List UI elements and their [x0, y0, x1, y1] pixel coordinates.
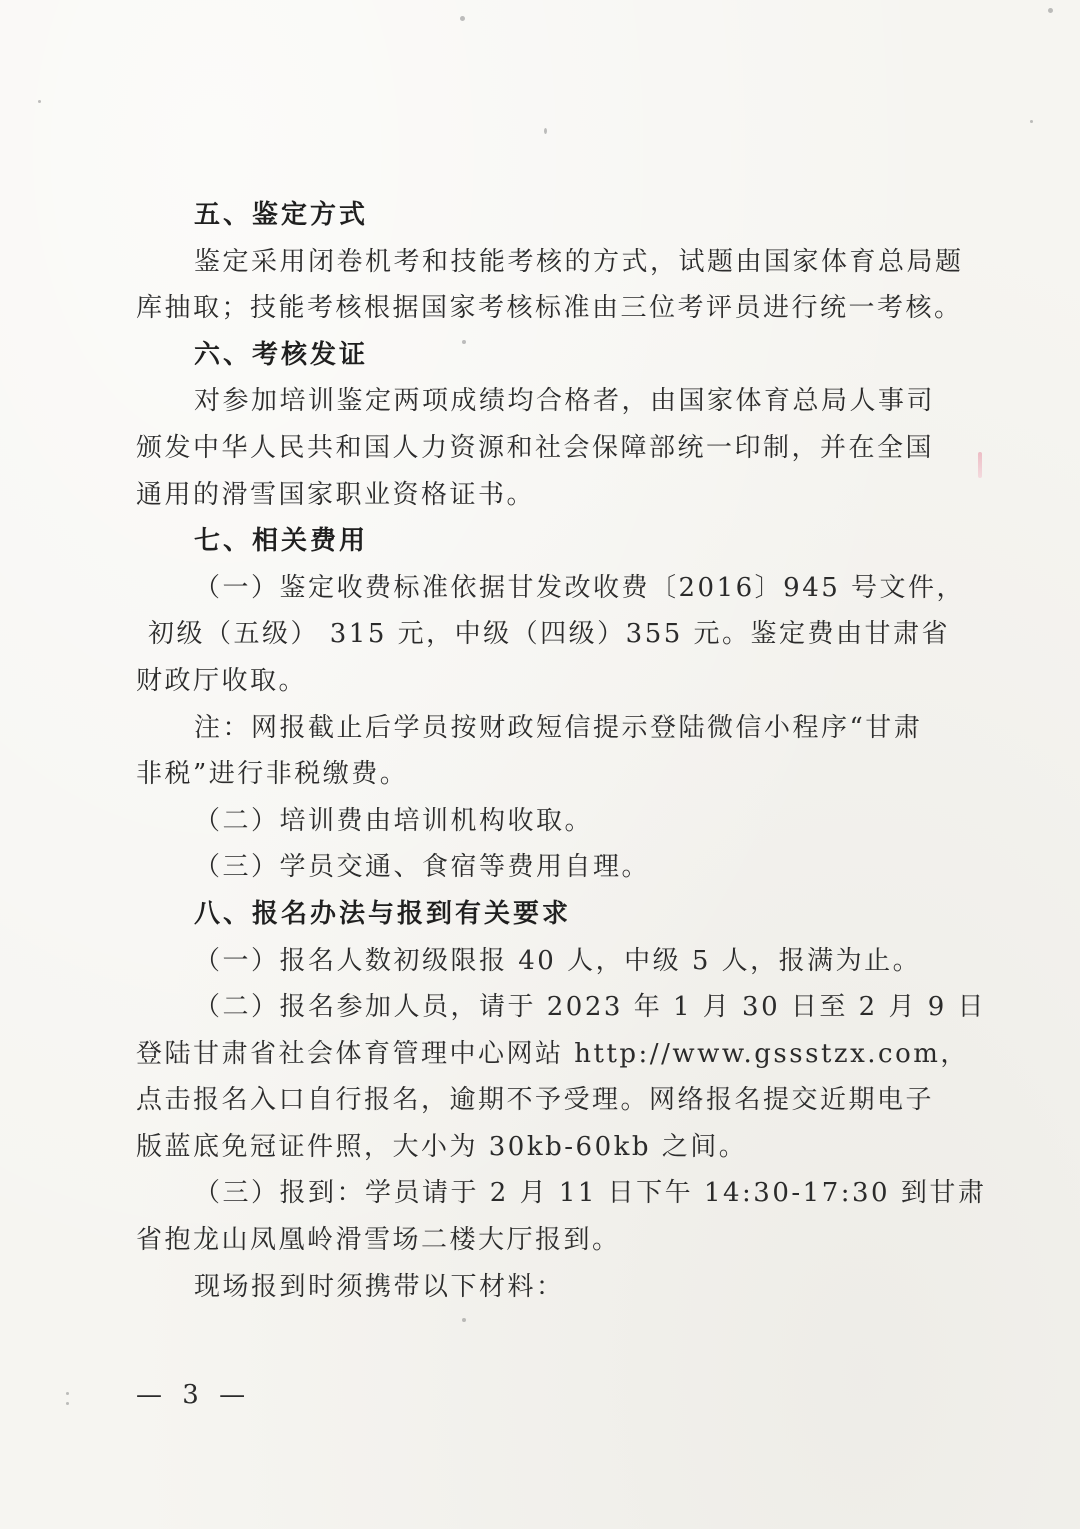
body-line-website: 登陆甘肃省社会体育管理中心网站 http://www.gssstzx.com， — [136, 1038, 969, 1069]
note-line: 注：网报截止后学员按财政短信提示登陆微信小程序“甘肃 — [194, 712, 923, 743]
body-line: （三）学员交通、食宿等费用自理。 — [194, 852, 651, 883]
document-body — [136, 192, 987, 1310]
body-line: （一）鉴定收费标准依据甘发改收费〔2016〕945 号文件， — [194, 572, 966, 603]
body-line: 省抱龙山凤凰岭滑雪场二楼大厅报到。 — [136, 1225, 621, 1256]
page-number: — 3 — — [136, 1380, 252, 1410]
scan-speck — [1030, 120, 1033, 123]
ink-mark — [978, 452, 982, 478]
scan-speck — [460, 16, 465, 21]
body-line: （二）报名参加人员，请于 2023 年 1 月 30 日至 2 月 9 日 — [194, 992, 987, 1023]
section-heading-7: 七、相关费用 — [194, 526, 369, 557]
body-line: 颁发中华人民共和国人力资源和社会保障部统一印制，并在全国 — [136, 432, 935, 463]
body-line: 点击报名入口自行报名，逾期不予受理。网络报名提交近期电子 — [136, 1085, 935, 1116]
body-line: （二）培训费由培训机构收取。 — [194, 805, 594, 836]
body-line: 鉴定采用闭卷机考和技能考核的方式，试题由国家体育总局题 — [194, 246, 964, 277]
body-line: 库抽取；技能考核根据国家考核标准由三位考评员进行统一考核。 — [136, 293, 963, 324]
section-heading-8: 八、报名办法与报到有关要求 — [194, 898, 572, 929]
scan-speck — [544, 128, 547, 134]
scan-speck — [462, 340, 466, 344]
scan-speck — [38, 100, 41, 103]
section-heading-5: 五、鉴定方式 — [194, 200, 369, 230]
body-line: （一）报名人数初级限报 40 人，中级 5 人，报满为止。 — [194, 945, 922, 976]
scan-speck — [462, 1318, 466, 1322]
body-line: 财政厅收取。 — [136, 665, 308, 696]
note-line: 非税”进行非税缴费。 — [136, 759, 409, 790]
body-line: 现场报到时须携带以下材料： — [194, 1271, 565, 1302]
body-line: 通用的滑雪国家职业资格证书。 — [136, 479, 536, 510]
scan-speck — [66, 1402, 69, 1405]
body-line: 初级（五级） 315 元，中级（四级）355 元。鉴定费由甘肃省 — [148, 619, 951, 650]
body-line: （三）报到：学员请于 2 月 11 日下午 14:30-17:30 到甘肃 — [194, 1178, 987, 1209]
scan-speck — [66, 1392, 69, 1395]
body-line: 版蓝底免冠证件照，大小为 30kb-60kb 之间。 — [136, 1131, 748, 1162]
scan-speck — [1048, 8, 1053, 13]
body-line: 对参加培训鉴定两项成绩均合格者，由国家体育总局人事司 — [194, 386, 936, 417]
section-heading-6: 六、考核发证 — [194, 339, 369, 370]
